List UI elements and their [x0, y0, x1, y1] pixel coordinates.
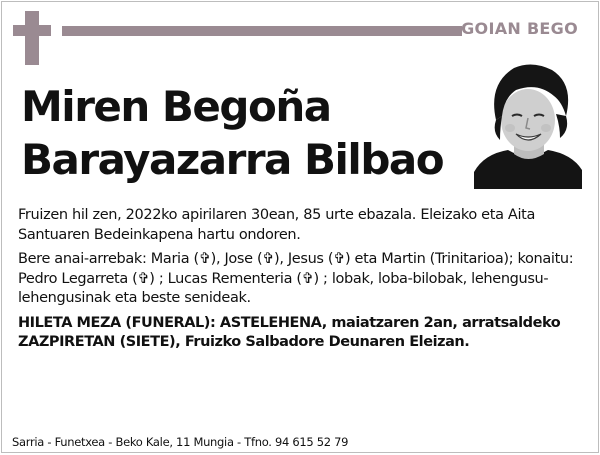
death-notice: Fruizen hil zen, 2022ko apirilaren 30ean, 85 urte ebazala. Eleizako eta Aita Santuaren Bedeinkapena hartu ondoren. [18, 207, 535, 243]
header-tag: GOIAN BEGO [461, 19, 578, 38]
funeral-home-footer: Sarria - Funetxea - Beko Kale, 11 Mungia - Tfno. 94 615 52 79 [12, 435, 349, 449]
cross-icon-horizontal [13, 25, 51, 36]
funeral-mass-info: HILETA MEZA (FUNERAL): ASTELEHENA, maiatzaren 2an, arratsaldeko ZAZPIRETAN (SIETE), Fruizko Salbadore Deunaren Eleizan. [18, 314, 561, 350]
obituary-card [1, 1, 599, 453]
name-line-1: Miren Begoña [21, 82, 331, 131]
portrait-photo [474, 58, 582, 189]
name-line-2: Barayazarra Bilbao [21, 135, 444, 184]
cross-icon-vertical [25, 11, 39, 65]
relatives-list: Bere anai-arrebak: Maria (✞), Jose (✞), Jesus (✞) eta Martin (Trinitarioa); konaitu: Pedro Legarreta (✞) ; Lucas Rementeria (✞) ; lobak, loba-bilobak, lehengusu-lehengusinak eta beste senideak. [18, 251, 574, 306]
deceased-name [21, 80, 443, 186]
header-rule [62, 26, 462, 36]
obituary-body [18, 206, 588, 358]
